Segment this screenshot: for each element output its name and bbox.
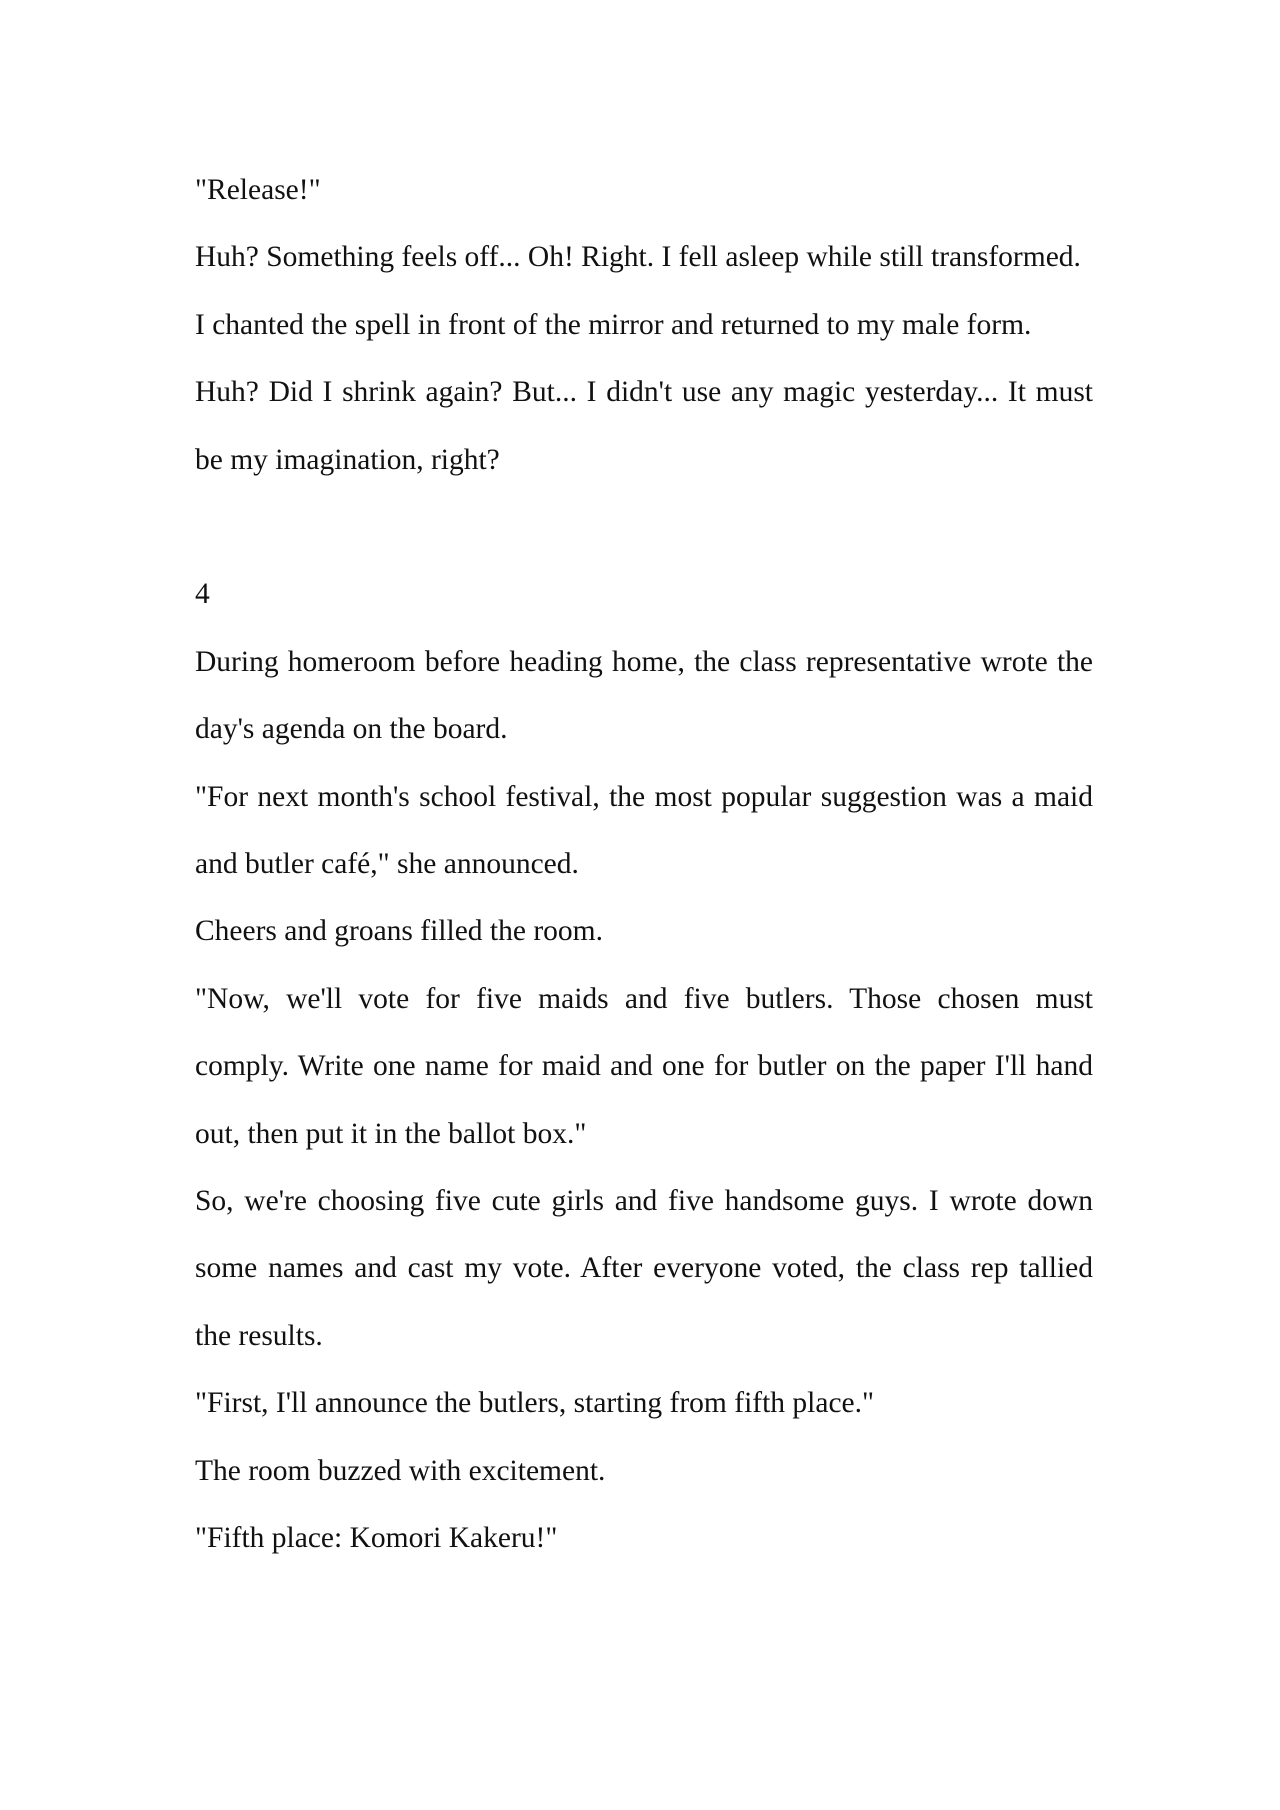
section-spacer: [195, 494, 1093, 561]
paragraph-release: "Release!": [195, 174, 321, 206]
paragraph-choosing: So, we're choosing five cute girls and five handsome guys. I wrote down some names and cast my vote. After everyone voted, the class rep tallied the results.: [195, 1185, 1093, 1352]
paragraph-shrink-again: Huh? Did I shrink again? But... I didn't use any magic yesterday... It must be my imagination, right?: [195, 376, 1093, 476]
paragraph-chanted-spell: I chanted the spell in front of the mirror and returned to my male form.: [195, 308, 1032, 341]
paragraph-announce-butlers: "First, I'll announce the butlers, starting from fifth place.": [195, 1387, 875, 1420]
paragraph-festival-announcement: "For next month's school festival, the most popular suggestion was a maid and butler café," she announced.: [195, 780, 1093, 881]
paragraph-homeroom: During homeroom before heading home, the class representative wrote the day's agenda on the board.: [195, 645, 1093, 746]
section-number: 4: [195, 578, 210, 611]
paragraph-something-off: Huh? Something feels off... Oh! Right. I fell asleep while still transformed.: [195, 241, 1081, 274]
paragraph-fifth-place: "Fifth place: Komori Kakeru!": [195, 1522, 558, 1555]
paragraph-room-buzzed: The room buzzed with excitement.: [195, 1454, 606, 1487]
paragraph-cheers-groans: Cheers and groans filled the room.: [195, 915, 603, 948]
story-text: [195, 157, 1093, 1573]
paragraph-vote-instructions: "Now, we'll vote for five maids and five butlers. Those chosen must comply. Write one name for maid and one for butler on the paper I'll hand out, then put it in the ballot box.": [195, 982, 1093, 1150]
